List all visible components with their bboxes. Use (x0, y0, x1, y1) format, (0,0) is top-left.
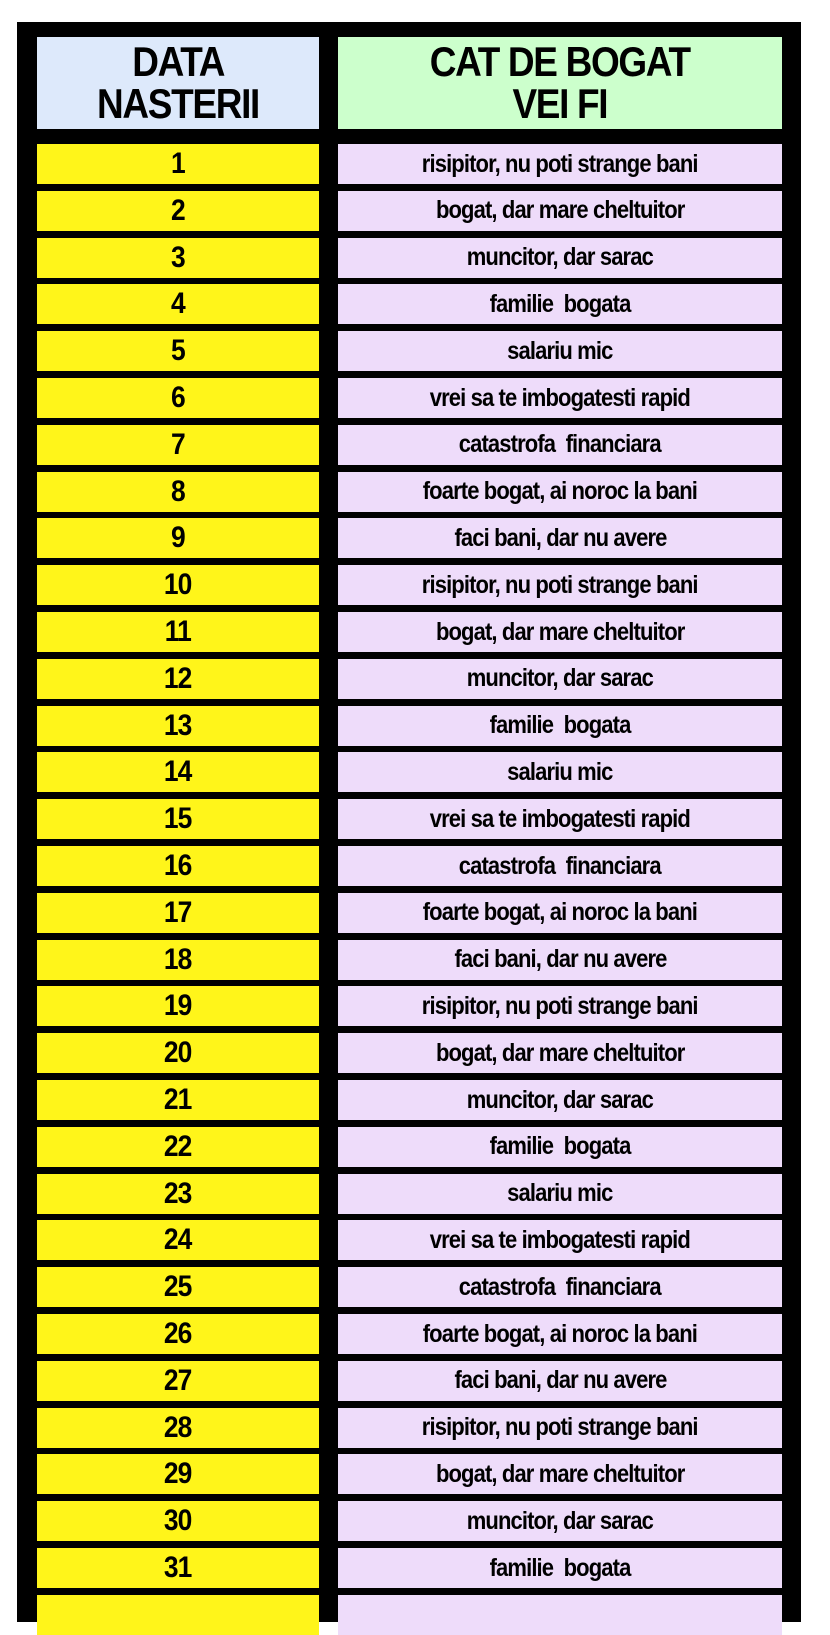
birth-day-value: 30 (164, 1504, 192, 1538)
wealth-result-text: muncitor, dar sarac (466, 1506, 654, 1535)
wealth-result-text: foarte bogat, ai noroc la bani (422, 477, 698, 506)
birth-day-value: 18 (164, 942, 192, 976)
table-row (17, 1454, 801, 1494)
birth-day-cell (37, 1174, 319, 1214)
wealth-by-birth-date-table (17, 22, 801, 1622)
birth-day-cell (37, 986, 319, 1026)
wealth-result-cell (338, 846, 782, 886)
table-row (17, 1408, 801, 1448)
wealth-result-cell (338, 1033, 782, 1073)
wealth-result-cell (338, 1548, 782, 1588)
wealth-result-text: foarte bogat, ai noroc la bani (422, 898, 698, 927)
wealth-result-text: bogat, dar mare cheltuitor (435, 1459, 685, 1488)
birth-day-cell (37, 1361, 319, 1401)
birth-day-cell (37, 1501, 319, 1541)
wealth-result-text: foarte bogat, ai noroc la bani (422, 1319, 698, 1348)
table-row (17, 659, 801, 699)
table-row (17, 846, 801, 886)
wealth-result-cell (338, 612, 782, 652)
birth-day-cell (37, 284, 319, 324)
birth-day-value: 26 (164, 1317, 192, 1350)
birth-day-cell (37, 331, 319, 371)
header-birth-date-line-2: NASTERII (97, 80, 259, 127)
header-how-rich-line-1: CAT DE BOGAT (430, 38, 690, 85)
wealth-result-cell (338, 144, 782, 184)
table-row (17, 612, 801, 652)
birth-day-value: 6 (171, 381, 185, 414)
wealth-result-cell (338, 331, 782, 371)
table-row (17, 378, 801, 418)
table-row (17, 472, 801, 512)
birth-day-cell (37, 1033, 319, 1073)
wealth-result-cell (338, 659, 782, 699)
wealth-result-cell (338, 752, 782, 792)
birth-day-value: 5 (171, 334, 185, 368)
table-row (17, 191, 801, 231)
birth-day-value: 24 (164, 1223, 192, 1257)
birth-day-value: 8 (171, 474, 185, 508)
birth-day-cell (37, 846, 319, 886)
wealth-result-text: risipitor, nu poti strange bani (422, 149, 698, 178)
wealth-result-cell (338, 1454, 782, 1494)
wealth-result-text: catastrofa financiara (459, 851, 661, 880)
table-row (17, 425, 801, 465)
birth-day-value: 1 (171, 147, 185, 180)
birth-day-cell (37, 191, 319, 231)
wealth-result-cell (338, 1267, 782, 1307)
wealth-result-text: catastrofa financiara (459, 1272, 661, 1301)
birth-day-value: 17 (164, 895, 192, 929)
wealth-result-cell (338, 238, 782, 278)
wealth-result-text: vrei sa te imbogatesti rapid (429, 804, 691, 833)
birth-day-value: 2 (171, 193, 185, 227)
birth-day-value: 28 (164, 1410, 192, 1444)
wealth-result-cell (338, 1220, 782, 1260)
table-row (17, 238, 801, 278)
birth-day-cell (37, 706, 319, 746)
wealth-result-cell (338, 565, 782, 605)
wealth-result-text: catastrofa financiara (459, 430, 661, 459)
birth-day-value: 21 (164, 1083, 192, 1116)
birth-day-cell (37, 1220, 319, 1260)
table-row (17, 1595, 801, 1635)
wealth-result-text: familie bogata (489, 711, 631, 740)
wealth-result-text: salariu mic (507, 336, 613, 365)
header-how-rich-line-2: VEI FI (512, 80, 608, 127)
wealth-result-text: salariu mic (507, 1179, 613, 1208)
birth-day-value: 22 (164, 1129, 192, 1163)
birth-day-cell (37, 940, 319, 980)
wealth-result-cell (338, 1127, 782, 1167)
wealth-result-cell (338, 1174, 782, 1214)
table-row (17, 284, 801, 324)
wealth-result-cell (338, 893, 782, 933)
wealth-result-text: bogat, dar mare cheltuitor (435, 1038, 685, 1067)
birth-day-cell (37, 752, 319, 792)
table-row (17, 565, 801, 605)
wealth-result-text: bogat, dar mare cheltuitor (435, 617, 685, 646)
table-row (17, 986, 801, 1026)
table-row (17, 706, 801, 746)
birth-day-value: 11 (164, 615, 192, 648)
birth-day-cell (37, 1314, 319, 1354)
birth-day-cell (37, 799, 319, 839)
table-row (17, 799, 801, 839)
birth-day-cell (37, 1127, 319, 1167)
birth-day-cell (37, 378, 319, 418)
wealth-result-cell (338, 706, 782, 746)
wealth-result-text: faci bani, dar nu avere (453, 1366, 667, 1395)
wealth-result-cell (338, 1595, 782, 1635)
wealth-result-text: risipitor, nu poti strange bani (422, 570, 698, 599)
wealth-result-cell (338, 1501, 782, 1541)
table-row (17, 1174, 801, 1214)
birth-day-cell (37, 612, 319, 652)
wealth-result-cell (338, 284, 782, 324)
birth-day-value: 9 (171, 521, 185, 555)
table-row (17, 144, 801, 184)
birth-day-value: 19 (164, 989, 192, 1023)
birth-day-cell (37, 238, 319, 278)
wealth-result-cell (338, 472, 782, 512)
wealth-result-cell (338, 518, 782, 558)
birth-day-cell (37, 565, 319, 605)
wealth-result-text: familie bogata (489, 1553, 631, 1582)
birth-day-value: 13 (164, 708, 192, 742)
birth-day-cell (37, 1548, 319, 1588)
table-row (17, 518, 801, 558)
birth-day-cell (37, 425, 319, 465)
wealth-result-cell (338, 1080, 782, 1120)
table-row (17, 1080, 801, 1120)
wealth-result-text: muncitor, dar sarac (466, 243, 654, 272)
birth-day-cell (37, 893, 319, 933)
wealth-result-text: bogat, dar mare cheltuitor (435, 196, 685, 225)
wealth-result-cell (338, 378, 782, 418)
wealth-result-text: vrei sa te imbogatesti rapid (429, 1225, 691, 1254)
wealth-result-text: muncitor, dar sarac (466, 1085, 654, 1114)
table-row (17, 1501, 801, 1541)
wealth-result-text: familie bogata (489, 289, 631, 318)
wealth-result-text: risipitor, nu poti strange bani (422, 991, 698, 1020)
birth-day-value: 23 (164, 1176, 192, 1210)
birth-day-cell (37, 1267, 319, 1307)
birth-day-value: 25 (164, 1270, 192, 1304)
wealth-result-text: faci bani, dar nu avere (453, 523, 667, 552)
wealth-result-cell (338, 1408, 782, 1448)
birth-day-value: 3 (171, 240, 185, 274)
wealth-result-cell (338, 191, 782, 231)
wealth-result-text: faci bani, dar nu avere (453, 945, 667, 974)
birth-day-cell (37, 1595, 319, 1635)
birth-day-value: 27 (164, 1363, 192, 1397)
wealth-result-text: risipitor, nu poti strange bani (422, 1413, 698, 1442)
wealth-result-cell (338, 799, 782, 839)
birth-day-cell (37, 1080, 319, 1120)
table-row (17, 893, 801, 933)
wealth-result-cell (338, 986, 782, 1026)
table-row (17, 1548, 801, 1588)
birth-day-cell (37, 518, 319, 558)
birth-day-value: 4 (171, 287, 185, 321)
birth-day-value: 29 (164, 1457, 192, 1491)
birth-day-value: 16 (164, 849, 192, 882)
birth-day-value: 20 (164, 1036, 192, 1070)
birth-day-cell (37, 472, 319, 512)
birth-day-cell (37, 659, 319, 699)
wealth-result-cell (338, 940, 782, 980)
header-birth-date (37, 37, 319, 129)
birth-day-value: 15 (164, 802, 192, 836)
table-row (17, 1220, 801, 1260)
table-row (17, 1361, 801, 1401)
wealth-result-text: vrei sa te imbogatesti rapid (429, 383, 691, 412)
table-row (17, 1127, 801, 1167)
header-birth-date-line-1: DATA (132, 38, 224, 85)
birth-day-cell (37, 144, 319, 184)
table-row (17, 940, 801, 980)
birth-day-cell (37, 1408, 319, 1448)
birth-day-value: 31 (164, 1551, 192, 1584)
table-row (17, 752, 801, 792)
wealth-result-text: salariu mic (507, 757, 613, 786)
birth-day-value: 10 (164, 568, 192, 602)
table-row (17, 1267, 801, 1307)
header-how-rich (338, 37, 782, 129)
table-row (17, 1314, 801, 1354)
wealth-result-cell (338, 1361, 782, 1401)
birth-day-value: 7 (171, 427, 185, 461)
birth-day-cell (37, 1454, 319, 1494)
wealth-result-cell (338, 425, 782, 465)
wealth-result-text: familie bogata (489, 1132, 631, 1161)
wealth-result-text: muncitor, dar sarac (466, 664, 654, 693)
birth-day-value: 12 (164, 661, 192, 695)
table-row (17, 331, 801, 371)
table-row (17, 1033, 801, 1073)
wealth-result-cell (338, 1314, 782, 1354)
birth-day-value: 14 (164, 755, 192, 789)
